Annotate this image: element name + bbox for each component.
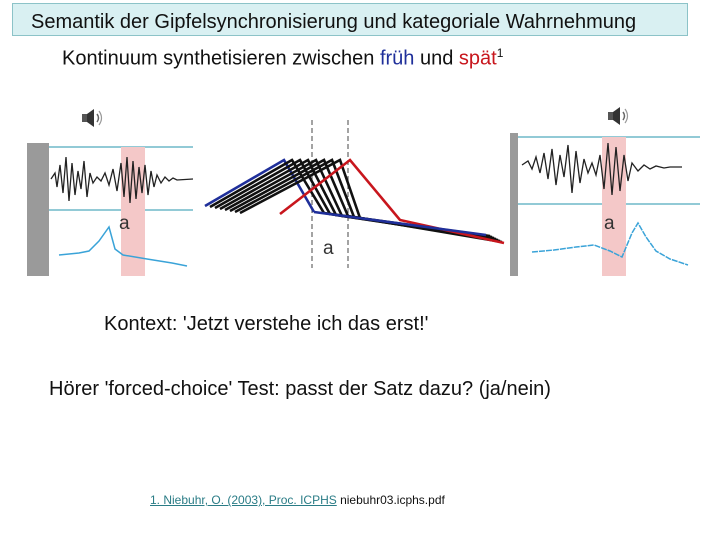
right-spectro-panel [510,133,700,276]
continuum-steps [205,160,504,243]
subtitle-prefix: Kontinuum synthetisieren zwischen [62,47,380,70]
continuum-diagram [180,112,520,272]
test-question: Hörer 'forced-choice' Test: passt der Satz dazu? (ja/nein) [49,378,551,400]
footnote-mark: 1 [496,46,504,60]
reference-link[interactable]: 1. Niebuhr, O. (2003), Proc. ICPHS [150,493,337,507]
center-vowel-label: a [323,238,334,259]
subtitle-middle: und [414,47,459,70]
left-vowel-label: a [119,213,130,234]
title-box [12,3,688,36]
right-vowel-label: a [604,213,615,234]
context-sentence: Kontext: 'Jetzt verstehe ich das erst!' [104,313,429,335]
slide-subtitle [62,46,503,71]
step-1-tail [314,212,486,235]
left-spectro-panel [27,143,193,276]
subtitle-late: spät [458,47,497,70]
left-speaker-icon[interactable] [80,106,104,130]
left-panel-sidebar [27,143,49,276]
right-waveform-figure [510,133,700,276]
slide-title: Semantik der Gipfelsynchronisierung und kategoriale Wahrnehmung [31,11,637,33]
subtitle-early: früh [379,47,415,70]
step-7 [235,160,500,241]
right-speaker-icon[interactable] [606,104,630,128]
left-waveform-figure [27,143,193,276]
reference-file: niebuhr03.icphs.pdf [336,493,445,507]
reference-footnote [150,493,445,507]
